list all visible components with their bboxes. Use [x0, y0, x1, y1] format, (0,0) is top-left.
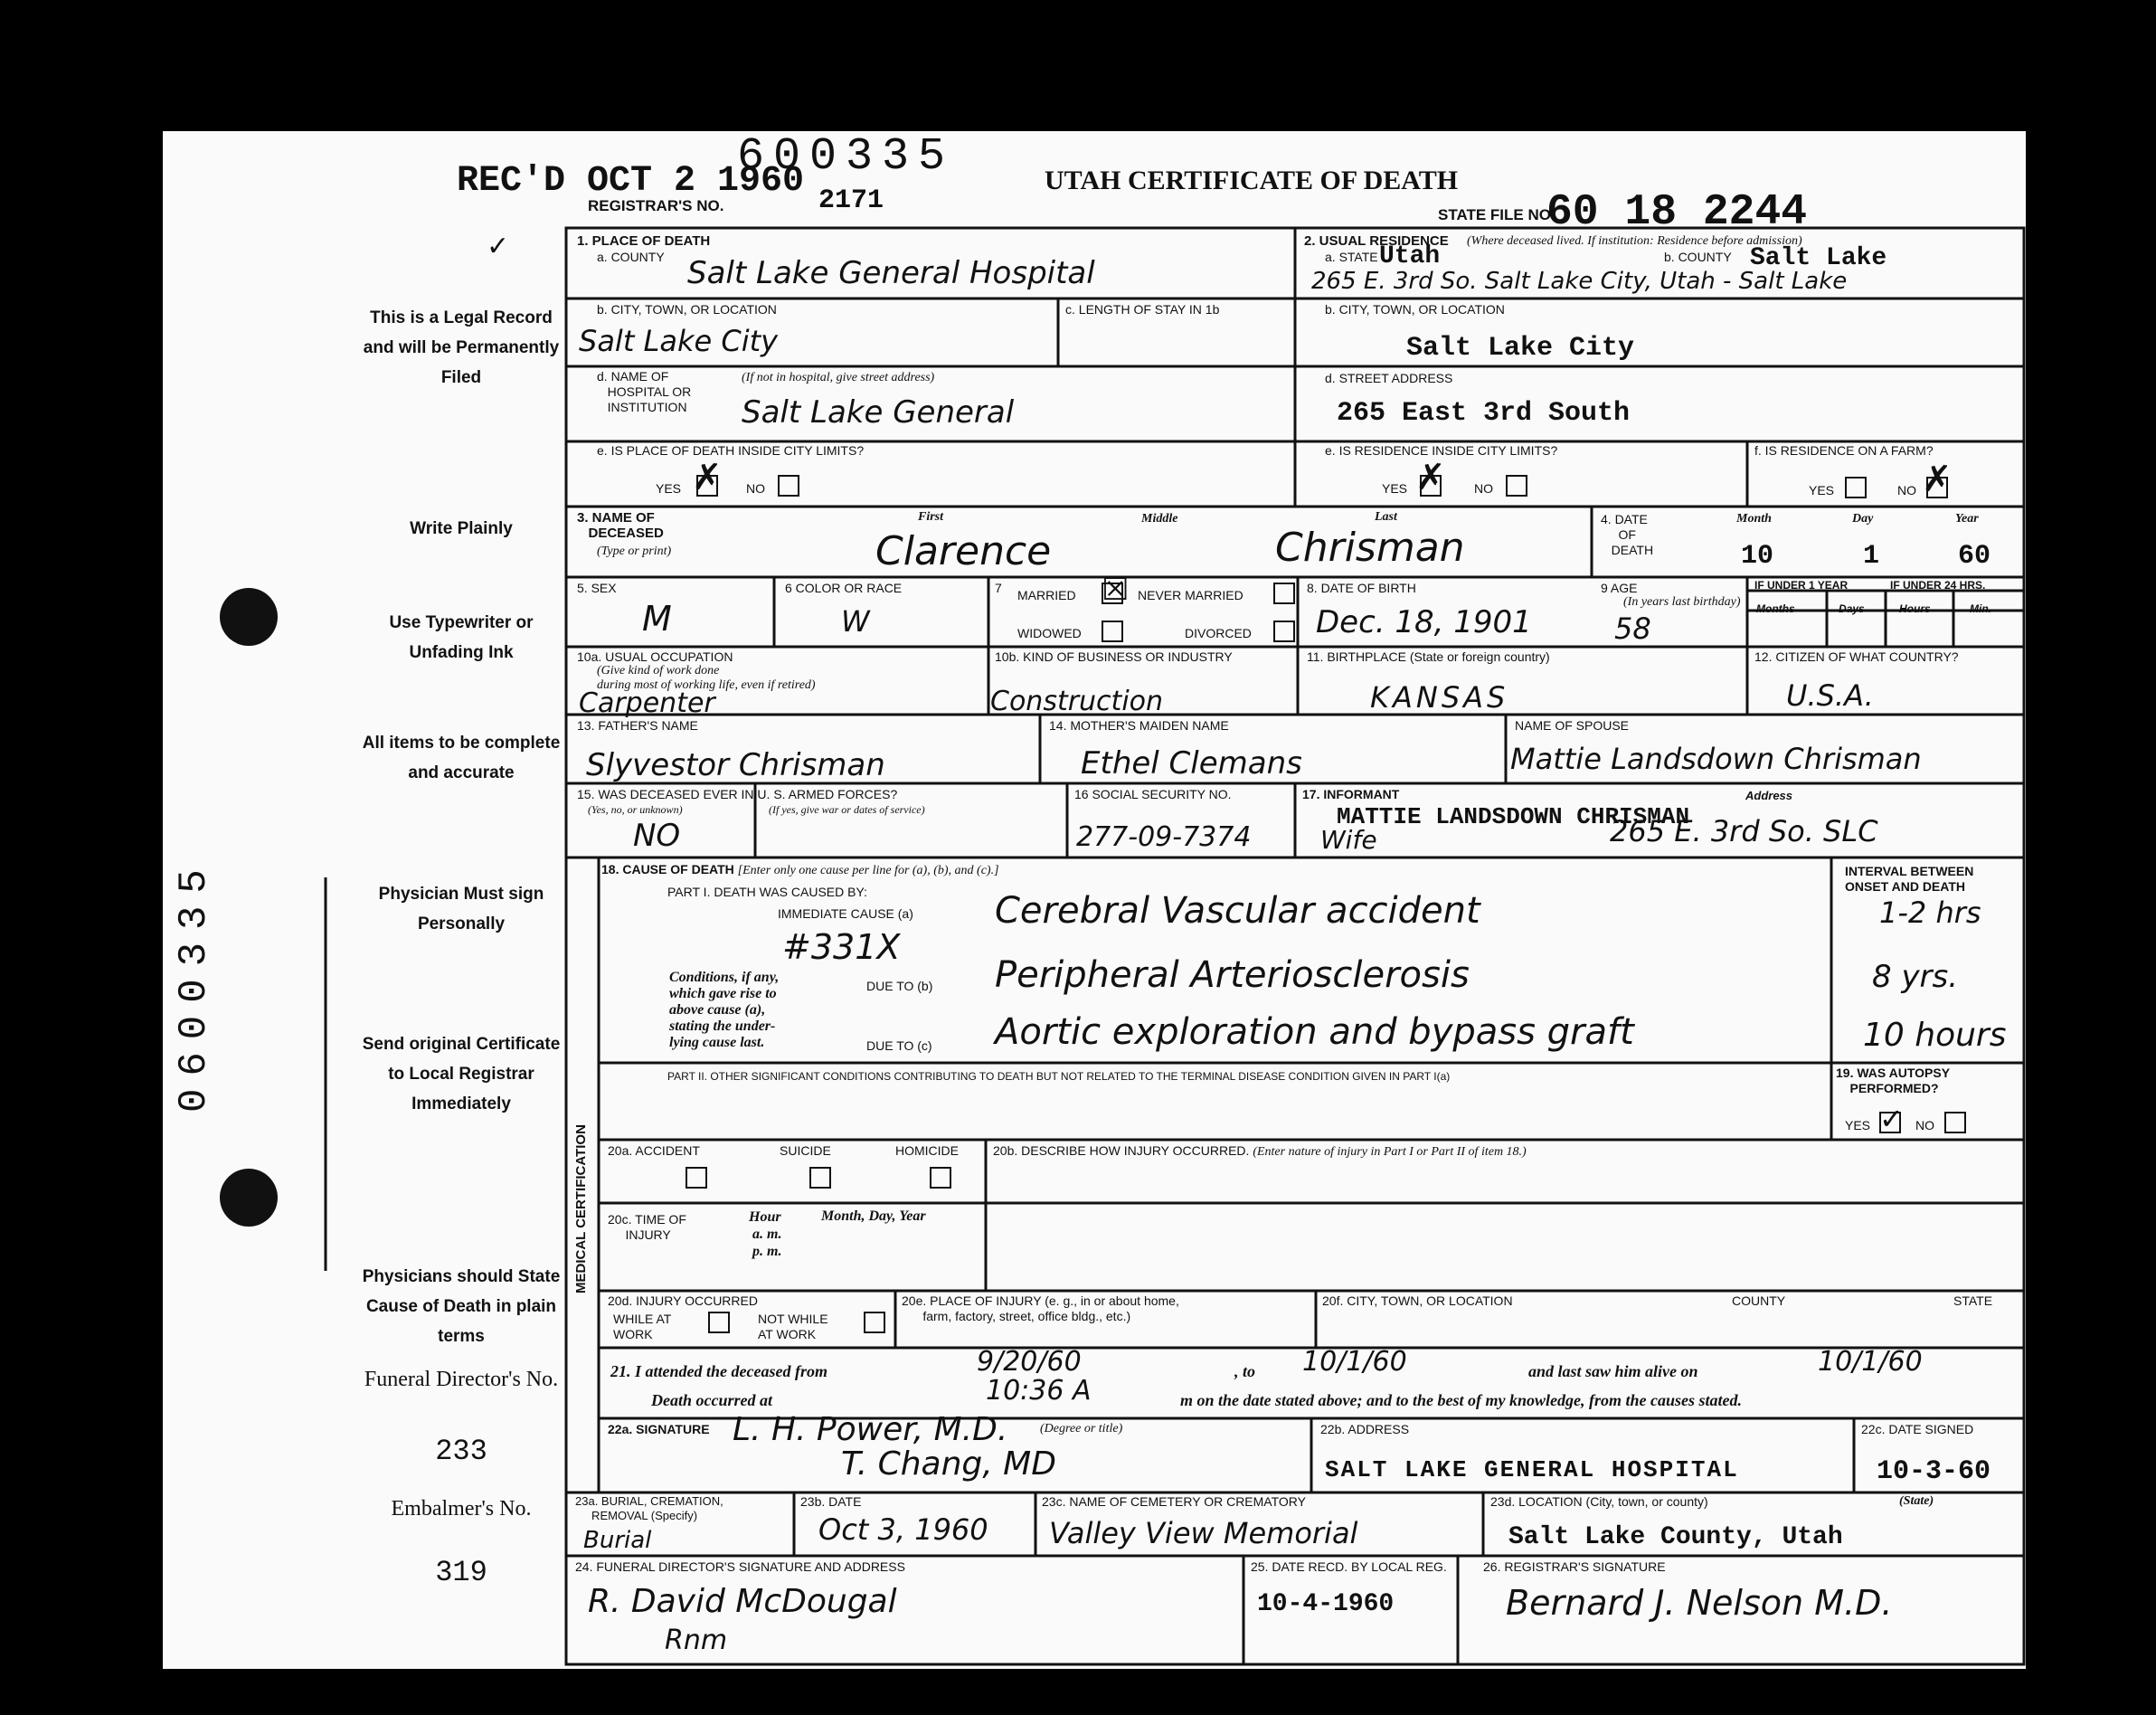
type-or-print-hint: (Type or print) [597, 545, 672, 558]
hospital-hint: (If not in hospital, give street address) [742, 371, 935, 384]
county-value: Salt Lake General Hospital [687, 255, 1095, 291]
death-month-value: 10 [1741, 541, 1774, 572]
street-address-label: d. STREET ADDRESS [1325, 371, 1453, 385]
suicide-label: SUICIDE [780, 1143, 831, 1158]
armed-forces-value: NO [633, 818, 681, 854]
due-to-c-label: DUE TO (c) [866, 1038, 932, 1053]
informant-label: 17. INFORMANT [1302, 787, 1400, 801]
autopsy-label: 19. WAS AUTOPSY PERFORMED? [1836, 1066, 1951, 1095]
first-name-label: First [918, 510, 944, 524]
date-signed-value: 10-3-60 [1877, 1456, 1991, 1487]
note-legal-record: This is a Legal Record and will be Permanently Filed [363, 308, 560, 387]
city-value: Salt Lake City [579, 324, 779, 358]
suicide-checkbox[interactable] [809, 1167, 831, 1189]
last-name-value: Chrisman [1275, 525, 1465, 571]
residence-inside-city-label: e. IS RESIDENCE INSIDE CITY LIMITS? [1325, 443, 1558, 458]
burial-state-label: (State) [1899, 1494, 1934, 1508]
day-label: Day [1852, 512, 1874, 526]
residence-inside-yes-mark: ✗ [1415, 458, 1446, 497]
last-name-label: Last [1375, 510, 1397, 524]
document-title: UTAH CERTIFICATE OF DEATH [1045, 166, 1459, 195]
registrar-signature-label: 26. REGISTRAR'S SIGNATURE [1483, 1559, 1666, 1574]
first-name-value: Clarence [875, 528, 1052, 574]
certifier-address-label: 22b. ADDRESS [1320, 1422, 1410, 1436]
color-label: 6 COLOR OR RACE [785, 581, 903, 595]
street-address-value: 265 East 3rd South [1337, 398, 1631, 429]
residence-county-label: b. COUNTY [1664, 250, 1732, 264]
informant-address: 265 E. 3rd So. SLC [1610, 814, 1878, 848]
residence-inside-no-label: NO [1474, 481, 1493, 496]
ssn-value: 277-09-7374 [1076, 821, 1252, 853]
informant-value: MATTIE LANDSDOWN CHRISMAN [1337, 803, 1690, 830]
divorced-label: DIVORCED [1185, 626, 1252, 640]
city-label: b. CITY, TOWN, OR LOCATION [597, 302, 777, 317]
burial-date-value: Oct 3, 1960 [818, 1512, 988, 1547]
certifier-address-value: SALT LAKE GENERAL HOSPITAL [1325, 1456, 1739, 1483]
sex-label: 5. SEX [577, 581, 617, 595]
inside-city-yes-label: YES [656, 481, 682, 496]
age-hint: (In years last birthday) [1623, 595, 1741, 609]
conditions-label: Conditions, if any, which gave rise to above cause (a), stating the under- lying cause last. [669, 970, 780, 1050]
inside-city-no-checkbox[interactable] [778, 475, 799, 497]
funeral-director-signature: R. David McDougal [588, 1583, 897, 1620]
injury-description-label: 20b. DESCRIBE HOW INJURY OCCURRED. (Enter nature of injury in Part I or Part II of item 18.) [993, 1143, 1527, 1159]
age-label: 9 AGE [1601, 581, 1638, 595]
funeral-director-no-label: Funeral Director's No. [364, 1368, 559, 1391]
stamped-number: 600335 [737, 131, 955, 183]
usual-residence-label: 2. USUAL RESIDENCE [1304, 233, 1449, 249]
medical-certification-label: MEDICAL CERTIFICATION [573, 1124, 589, 1293]
date-received-label: 25. DATE RECD. BY LOCAL REG. [1251, 1559, 1447, 1574]
never-married-label: NEVER MARRIED [1138, 588, 1243, 602]
under-24-hrs-label: IF UNDER 24 HRS. [1890, 579, 1986, 592]
received-stamp: REC'D OCT 2 1960 [457, 161, 805, 202]
cemetery-label: 23c. NAME OF CEMETERY OR CREMATORY [1042, 1494, 1306, 1509]
cemetery-value: Valley View Memorial [1049, 1516, 1358, 1550]
sex-value: M [642, 599, 672, 639]
autopsy-yes-mark: ✓ [1879, 1103, 1904, 1135]
physician-signature: L. H. Power, M.D. [733, 1411, 1008, 1448]
month-day-year-label: Month, Day, Year [821, 1208, 926, 1224]
funeral-director-no: 233 [435, 1435, 487, 1468]
hour-ampm-label: Hour a. m. p. m. [749, 1209, 782, 1259]
father-value: Slyvestor Chrisman [586, 747, 885, 783]
hours-label: Hours [1899, 602, 1931, 615]
hospital-value: Salt Lake General [742, 394, 1015, 431]
last-saw-value: 10/1/60 [1818, 1346, 1923, 1378]
embalmer-no: 319 [435, 1556, 487, 1589]
vertical-margin-number: 0600335 [172, 857, 217, 1113]
county-label: a. COUNTY [597, 250, 665, 264]
mother-label: 14. MOTHER'S MAIDEN NAME [1049, 718, 1229, 733]
spouse-value: Mattie Landsdown Chrisman [1510, 742, 1922, 776]
father-label: 13. FATHER'S NAME [577, 718, 698, 733]
state-file-no-label: STATE FILE NO. [1438, 206, 1556, 223]
date-signed-label: 22c. DATE SIGNED [1861, 1422, 1974, 1436]
citizen-value: U.S.A. [1786, 678, 1874, 713]
marital-label: 7 [995, 581, 1002, 595]
informant-relation: Wife [1320, 825, 1377, 855]
immediate-cause-value: Cerebral Vascular accident [995, 890, 1480, 932]
degree-label: (Degree or title) [1040, 1422, 1123, 1435]
occupation-label: 10a. USUAL OCCUPATION [577, 649, 733, 664]
injury-state-label: STATE [1953, 1293, 1993, 1308]
farm-label: f. IS RESIDENCE ON A FARM? [1754, 443, 1934, 458]
immediate-cause-label: IMMEDIATE CAUSE (a) [778, 906, 913, 921]
physician-signature-2: T. Chang, MD [841, 1445, 1056, 1483]
funeral-director-initials: Rnm [665, 1625, 728, 1656]
death-time-value: 10:36 A [986, 1375, 1092, 1407]
interval-label: INTERVAL BETWEEN ONSET AND DEATH [1845, 864, 1974, 894]
embalmer-no-label: Embalmer's No. [391, 1497, 532, 1521]
citizen-label: 12. CITIZEN OF WHAT COUNTRY? [1754, 649, 1959, 664]
interval-b-value: 8 yrs. [1872, 959, 1959, 995]
not-while-at-work-checkbox[interactable] [864, 1312, 885, 1333]
usual-residence-hint: (Where deceased lived. If institution: Residence before admission) [1467, 234, 1802, 248]
residence-inside-no-checkbox[interactable] [1506, 475, 1527, 497]
registrar-no-label: REGISTRAR'S NO. [588, 197, 724, 214]
inside-city-no-label: NO [746, 481, 765, 496]
while-at-work-checkbox[interactable] [708, 1312, 730, 1333]
occupation-hint: (Give kind of work done during most of working life, even if retired) [597, 664, 816, 692]
days-label: Days [1839, 602, 1865, 615]
married-label: MARRIED [1017, 588, 1076, 602]
farm-no-label: NO [1897, 483, 1916, 497]
time-of-injury-label: 20c. TIME OF INJURY [608, 1212, 686, 1242]
part-2-label: PART II. OTHER SIGNIFICANT CONDITIONS CONTRIBUTING TO DEATH BUT NOT RELATED TO THE TERMINAL DISEASE CONDITION GIVEN IN PART I(a) [667, 1070, 1451, 1083]
under-1-year-label: IF UNDER 1 YEAR [1754, 579, 1849, 592]
while-at-work-label: WHILE AT WORK [613, 1312, 672, 1341]
birthplace-value: KANSAS [1370, 680, 1509, 715]
place-of-death-label: 1. PLACE OF DEATH [577, 233, 711, 249]
registrar-no-value: 2171 [818, 185, 884, 216]
date-of-death-label: 4. DATE OF DEATH [1601, 512, 1654, 557]
burial-location-value: Salt Lake County, Utah [1508, 1523, 1843, 1551]
burial-date-label: 23b. DATE [800, 1494, 862, 1509]
note-complete: All items to be complete and accurate [362, 734, 561, 782]
residence-city-value: Salt Lake City [1406, 333, 1635, 364]
autopsy-yes-label: YES [1845, 1118, 1871, 1132]
autopsy-no-checkbox[interactable] [1944, 1112, 1966, 1133]
note-physician-sign: Physician Must sign Personally [378, 885, 544, 933]
widowed-checkbox[interactable] [1102, 621, 1123, 642]
never-married-checkbox[interactable] [1273, 583, 1295, 604]
residence-inside-yes-label: YES [1382, 481, 1408, 496]
last-saw-label: and last saw him alive on [1528, 1362, 1698, 1380]
address-label: Address [1745, 789, 1793, 802]
burial-label: 23a. BURIAL, CREMATION, REMOVAL (Specify) [575, 1494, 723, 1522]
not-while-at-work-label: NOT WHILE AT WORK [758, 1312, 828, 1341]
business-label: 10b. KIND OF BUSINESS OR INDUSTRY [995, 649, 1233, 664]
code-value: #331X [782, 927, 901, 967]
interval-a-value: 1-2 hrs [1879, 895, 1981, 930]
ssn-label: 16 SOCIAL SECURITY NO. [1074, 787, 1232, 801]
due-to-c-value: Aortic exploration and bypass graft [995, 1011, 1634, 1053]
accident-checkbox[interactable] [686, 1167, 707, 1189]
divorced-checkbox[interactable] [1273, 621, 1295, 642]
death-occurred-label: Death occurred at [651, 1391, 772, 1409]
burial-location-label: 23d. LOCATION (City, town, or county) [1490, 1494, 1708, 1509]
middle-name-label: Middle [1141, 512, 1178, 526]
accident-label: 20a. ACCIDENT [608, 1143, 700, 1158]
inside-city-yes-mark: ✗ [692, 458, 723, 497]
note-plain-terms: Physicians should State Cause of Death in plain terms [362, 1267, 561, 1346]
part-1-label: PART I. DEATH WAS CAUSED BY: [667, 885, 867, 899]
death-day-value: 1 [1863, 541, 1880, 572]
name-of-deceased-label: 3. NAME OF DECEASED [577, 510, 664, 541]
note-typewriter: Use Typewriter or Unfading Ink [389, 613, 534, 662]
mother-value: Ethel Clemans [1081, 745, 1302, 782]
to-label: , to [1234, 1362, 1256, 1380]
attended-from-value: 9/20/60 [977, 1346, 1082, 1378]
month-label: Month [1736, 512, 1772, 526]
signature-label: 22a. SIGNATURE [608, 1422, 710, 1436]
residence-city-label: b. CITY, TOWN, OR LOCATION [1325, 302, 1505, 317]
birthplace-label: 11. BIRTHPLACE (State or foreign country) [1307, 649, 1550, 664]
age-value: 58 [1614, 611, 1651, 646]
burial-value: Burial [583, 1527, 652, 1554]
farm-no-mark: ✗ [1922, 460, 1953, 499]
hospital-name-label: d. NAME OF HOSPITAL OR INSTITUTION [597, 369, 692, 414]
widowed-label: WIDOWED [1017, 626, 1082, 640]
due-to-b-value: Peripheral Arteriosclerosis [995, 954, 1470, 996]
length-of-stay-label: c. LENGTH OF STAY IN 1b [1065, 302, 1220, 317]
check-mark: ✓ [487, 232, 510, 261]
min-label: Min. [1970, 602, 1991, 615]
residence-state-value: Utah [1379, 242, 1441, 270]
autopsy-no-label: NO [1915, 1118, 1934, 1132]
inside-city-label: e. IS PLACE OF DEATH INSIDE CITY LIMITS? [597, 443, 865, 458]
attended-label: 21. I attended the deceased from [610, 1362, 827, 1380]
interval-c-value: 10 hours [1863, 1017, 2007, 1054]
year-label: Year [1955, 512, 1979, 526]
armed-forces-label: 15. WAS DECEASED EVER IN U. S. ARMED FORCES? [577, 787, 898, 801]
homicide-label: HOMICIDE [895, 1143, 959, 1158]
injury-city-label: 20f. CITY, TOWN, OR LOCATION [1322, 1293, 1513, 1308]
state-file-no-value: 60 18 2244 [1546, 188, 1808, 237]
armed-forces-hint-a: (Yes, no, or unknown) [588, 803, 683, 816]
funeral-director-label: 24. FUNERAL DIRECTOR'S SIGNATURE AND ADDRESS [575, 1559, 905, 1574]
note-send-original: Send original Certificate to Local Registrar Immediately [362, 1035, 561, 1113]
note-write-plainly: Write Plainly [410, 519, 513, 538]
injury-county-label: COUNTY [1732, 1293, 1786, 1308]
homicide-checkbox[interactable] [930, 1167, 951, 1189]
place-of-injury-label: 20e. PLACE OF INJURY (e. g., in or about home, farm, factory, street, office bldg., etc.) [902, 1293, 1179, 1323]
registrar-signature: Bernard J. Nelson M.D. [1506, 1583, 1893, 1623]
months-label: Months [1756, 602, 1795, 615]
attended-to-value: 10/1/60 [1302, 1346, 1407, 1378]
armed-forces-hint-b: (If yes, give war or dates of service) [769, 803, 925, 816]
date-of-birth-label: 8. DATE OF BIRTH [1307, 581, 1416, 595]
date-received-value: 10-4-1960 [1257, 1590, 1395, 1618]
spouse-label: NAME OF SPOUSE [1515, 718, 1630, 733]
farm-yes-checkbox[interactable] [1845, 477, 1867, 498]
cause-of-death-label: 18. CAUSE OF DEATH [Enter only one cause per line for (a), (b), and (c).] [601, 862, 999, 877]
knowledge-statement: m on the date stated above; and to the best of my knowledge, from the causes stated. [1180, 1391, 1742, 1409]
business-value: Construction [990, 686, 1164, 717]
residence-state-label: a. STATE [1325, 250, 1378, 264]
married-mark: ☒ [1102, 573, 1130, 607]
residence-handwritten: 265 E. 3rd So. Salt Lake City, Utah - Salt Lake [1311, 268, 1848, 295]
color-value: W [841, 604, 870, 639]
date-of-birth-value: Dec. 18, 1901 [1316, 604, 1532, 640]
occupation-value: Carpenter [579, 687, 715, 719]
due-to-b-label: DUE TO (b) [866, 979, 933, 993]
death-year-value: 60 [1958, 541, 1991, 572]
residence-county-value: Salt Lake [1750, 244, 1887, 272]
farm-yes-label: YES [1809, 483, 1835, 497]
injury-occurred-label: 20d. INJURY OCCURRED [608, 1293, 758, 1308]
